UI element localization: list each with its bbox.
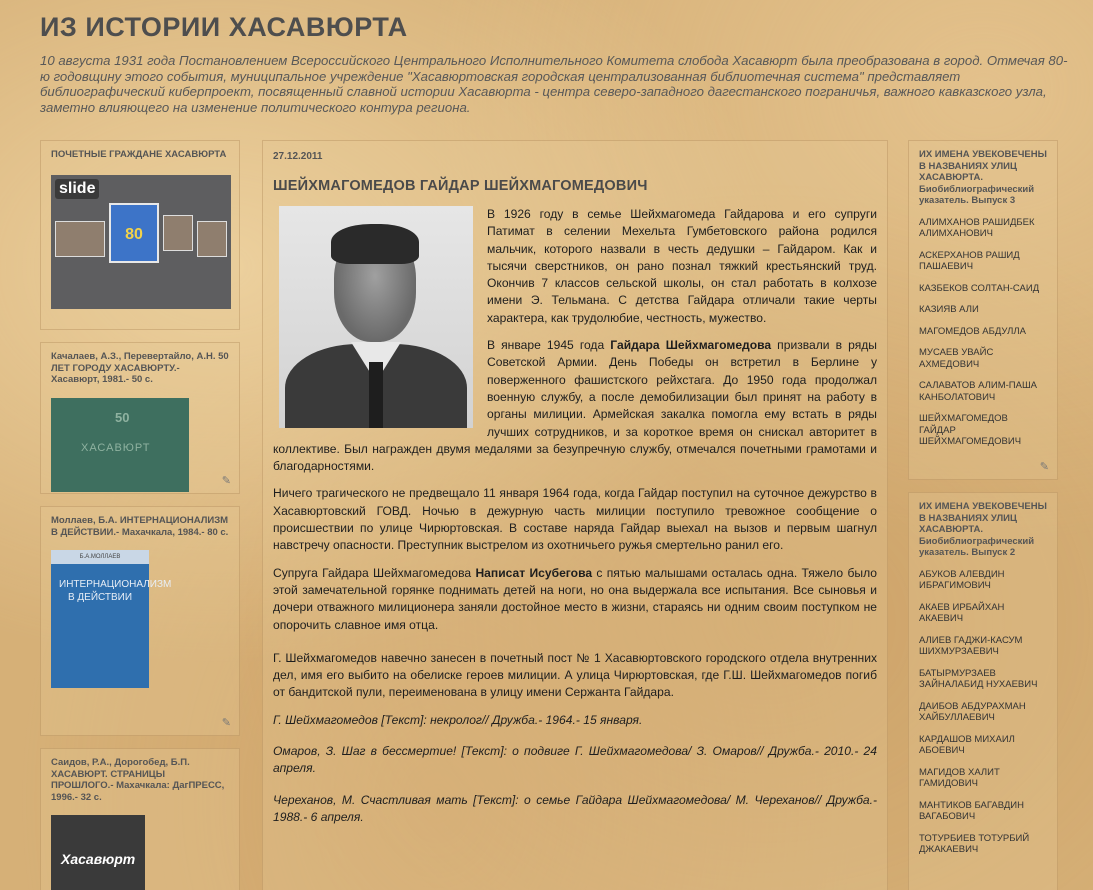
left-sidebar [40,140,240,890]
widget-subtitle: Биобиблиографический указатель. Выпуск 3 [919,183,1035,206]
post-paragraph: В январе 1945 года Гайдара Шейхмагомедова призвали в ряды Советской Армии. День Победы он встретил в Берлине у поверженного фашистского рейхстага. До 1950 года продолжал военную службу, а после демобилизации был принят на работу в органы милиции. Армейская закалка помогла ему встать в ряды лучших сотрудников, и за короткое время он снискал авторитет в коллективе. Был награжден двумя медалями за безупречную службу, отмечался почетными грамотами и благодарностями. [273,338,877,474]
post-title[interactable]: ШЕЙХМАГОМЕДОВ ГАЙДАР ШЕЙХМАГОМЕДОВИЧ [273,178,648,194]
street-names-list [919,217,1047,448]
street-name-link[interactable]: ДАИБОВ АБДУРАХМАН ХАЙБУЛЛАЕВИЧ [919,700,1026,723]
street-name-link[interactable]: САЛАВАТОВ АЛИМ-ПАША КАНБОЛАТОВИЧ [919,380,1038,403]
widget-subtitle: Биобиблиографический указатель. Выпуск 2 [919,535,1035,558]
slide-logo: slide [55,179,99,199]
book-cover-image[interactable] [51,815,145,890]
wrench-edit-icon[interactable]: ✎ [221,475,231,487]
book-cover-number: 50 [115,409,130,425]
book-cover-image[interactable] [51,398,189,492]
street-name-link[interactable]: МУСАЕВ УВАЙС АХМЕДОВИЧ [919,347,994,370]
street-name-link[interactable]: ТОТУРБИЕВ ТОТУРБИЙ ДЖАКАЕВИЧ [919,832,1030,855]
post-paragraph: Ничего трагического не предвещало 11 января 1964 года, когда Гайдар поступил на суточное дежурство в Хасавюртовский ГОВД. Ночью в дежурную часть милиции поступило тревожное сообщение о происшествии по улице Чирюртовская. В составе наряда Гайдар выехал на вызов и первым шагнул навстречу опасности. Преступник выстрелом из охотничьего ружья смертельно ранил его. [273,486,877,553]
book-cover-title: ХАСАВЮРТ [81,441,151,454]
slide-photo [197,221,227,257]
street-name-link[interactable]: КАЗИЯВ АЛИ [919,304,979,315]
portrait-photo[interactable] [279,206,473,428]
widget-streets-vol2 [908,492,1058,890]
slide-photo [163,215,193,251]
street-name-link[interactable]: БАТЫРМУРЗАЕВ ЗАЙНАЛАБИД НУХАЕВИЧ [919,667,1038,690]
book-caption: Саидов, Р.А., Дорогобед, Б.П. ХАСАВЮРТ. СТРАНИЦЫ ПРОШЛОГО.- Махачкала: ДагПРЕСС, 1996.- 32 с. [51,757,225,803]
widget-title: ИХ ИМЕНА УВЕКОВЕЧЕНЫ В НАЗВАНИЯХ УЛИЦ ХАСАВЮРТА. [919,149,1047,183]
slide-80-years-badge: 80 [109,203,159,263]
street-name-link[interactable]: КАЗБЕКОВ СОЛТАН-САИД [919,282,1040,294]
post-date: 27.12.2011 [273,151,323,162]
book-caption: Качалаев, А.З., Перевертайло, А.Н. 50 ЛЕТ ГОРОДУ ХАСАВЮРТУ.- Хасавюрт, 1981.- 50 с. [51,351,229,385]
site-title[interactable]: ИЗ ИСТОРИИ ХАСАВЮРТА [40,12,408,42]
reference: Омаров, З. Шаг в бессмертие! [Текст]: о подвиге Г. Шейхмагомедова/ З. Омаров// Дружба.- 2010.- 24 апреля. [273,744,877,776]
street-name-link[interactable]: МАГИДОВ ХАЛИТ ГАМИДОВИЧ [919,766,1000,789]
site-description: 10 августа 1931 года Постановлением Всероссийского Центрального Исполнительного Комитета слобода Хасавюрт была преобразована в город. Отмечая 80-ю годовщину этого события, муниципальное учреждение "Хасавюртовская городская централизованная библиотечная система" представляет библиографический киберпроект, посвященный славной истории Хасавюрта - центра северо-западного дагестанского пограничья, важного кавказского узла, заметно влияющего на изменение политического контура региона. [40,53,1068,115]
street-name-link[interactable]: МАНТИКОВ БАГАВДИН ВАГАБОВИЧ [919,799,1024,822]
widget-streets-vol3 [908,140,1058,480]
post-paragraph: Супруга Гайдара Шейхмагомедова Написат Исубегова с пятью малышами осталась одна. Тяжело было этой замечательной горянке поднимать детей на ноги, но она выдержала все испытания. Все сыновья и дочери отважного милиционера заняли достойное место в жизни, стараясь ни одним своим поступком не опорочить славное имя отца. [273,565,877,632]
widget-title: ИХ ИМЕНА УВЕКОВЕЧЕНЫ В НАЗВАНИЯХ УЛИЦ ХАСАВЮРТА. [919,501,1047,535]
widget-title: ПОЧЕТНЫЕ ГРАЖДАНЕ ХАСАВЮРТА [51,149,227,160]
street-name-link[interactable]: ШЕЙХМАГОМЕДОВ ГАЙДАР ШЕЙХМАГОМЕДОВИЧ [919,413,1022,447]
right-sidebar [908,140,1058,890]
highlight-name: Написат Исубегова [475,565,593,580]
book-cover-title: ИНТЕРНАЦИОНАЛИЗМ В ДЕЙСТВИИ [59,579,172,603]
slideshow-embed[interactable] [51,175,231,309]
street-name-link[interactable]: АСКЕРХАНОВ РАШИД ПАШАЕВИЧ [919,249,1020,272]
post-paragraph: Г. Шейхмагомедов навечно занесен в почетный пост № 1 Хасавюртовского городского отдела внутренних дел, имя его выбито на обелиске героев милиции. А улица Чирюртовская, где Г.Ш. Шейхмагомедов погиб от бандитской пули, переименована в улицу имени Сержанта Гайдара. [273,650,877,700]
reference: Г. Шейхмагомедов [Текст]: некролог// Дружба.- 1964.- 15 января. [273,712,643,727]
street-names-list [919,569,1047,856]
post-paragraph: В 1926 году в семье Шейхмагомеда Гайдарова и его супруги Патимат в селении Мехельта Гумбетовского района родился мальчик, которого назвали в честь дедушки – Гайдаром. Как и тысячи сверстников, он рано познал тяжкий крестьянский труд. Окончив 7 классов сельской школы, он стал работать в колхозе имени Э. Тельмана. С детства Гайдара отличали такие черты характера, как трудолюбие, честность, мужество. [487,207,877,325]
book-caption: Моллаев, Б.А. ИНТЕРНАЦИОНАЛИЗМ В ДЕЙСТВИИ.- Махачкала, 1984.- 80 с. [51,515,229,538]
widget-honorary-citizens [40,140,240,330]
highlight-name: Гайдара Шейхмагомедова [610,338,772,353]
main-content [262,140,888,890]
street-name-link[interactable]: АЛИМХАНОВ РАШИДБЕК АЛИМХАНОВИЧ [919,216,1035,239]
book-cover-image[interactable] [51,550,172,688]
street-name-link[interactable]: КАРДАШОВ МИХАИЛ АБОЕВИЧ [919,733,1015,756]
book-cover-title: Хасавюрт [61,851,136,867]
book-cover-author: Б.А.МОЛЛАЕВ [79,554,121,560]
street-name-link[interactable]: АБУКОВ АЛЕВДИН ИБРАГИМОВИЧ [919,568,1005,591]
street-name-link[interactable]: МАГОМЕДОВ АБДУЛЛА [919,325,1026,337]
slide-photo [55,221,105,257]
blog-header [40,12,1070,115]
wrench-edit-icon[interactable]: ✎ [221,717,231,729]
wrench-edit-icon[interactable]: ✎ [1039,461,1049,473]
post-body [273,206,877,826]
reference: Череханов, М. Счастливая мать [Текст]: о семье Гайдара Шейхмагомедова/ М. Череханов// Дружба.- 1988.- 6 апреля. [273,792,877,824]
widget-book-50-years [40,342,240,494]
street-name-link[interactable]: АЛИЕВ ГАДЖИ-КАСУМ ШИХМУРЗАЕВИЧ [919,634,1023,657]
widget-book-internationalism [40,506,240,736]
street-name-link[interactable]: АКАЕВ ИРБАЙХАН АКАЕВИЧ [919,601,1005,624]
widget-book-pages-past [40,748,240,890]
